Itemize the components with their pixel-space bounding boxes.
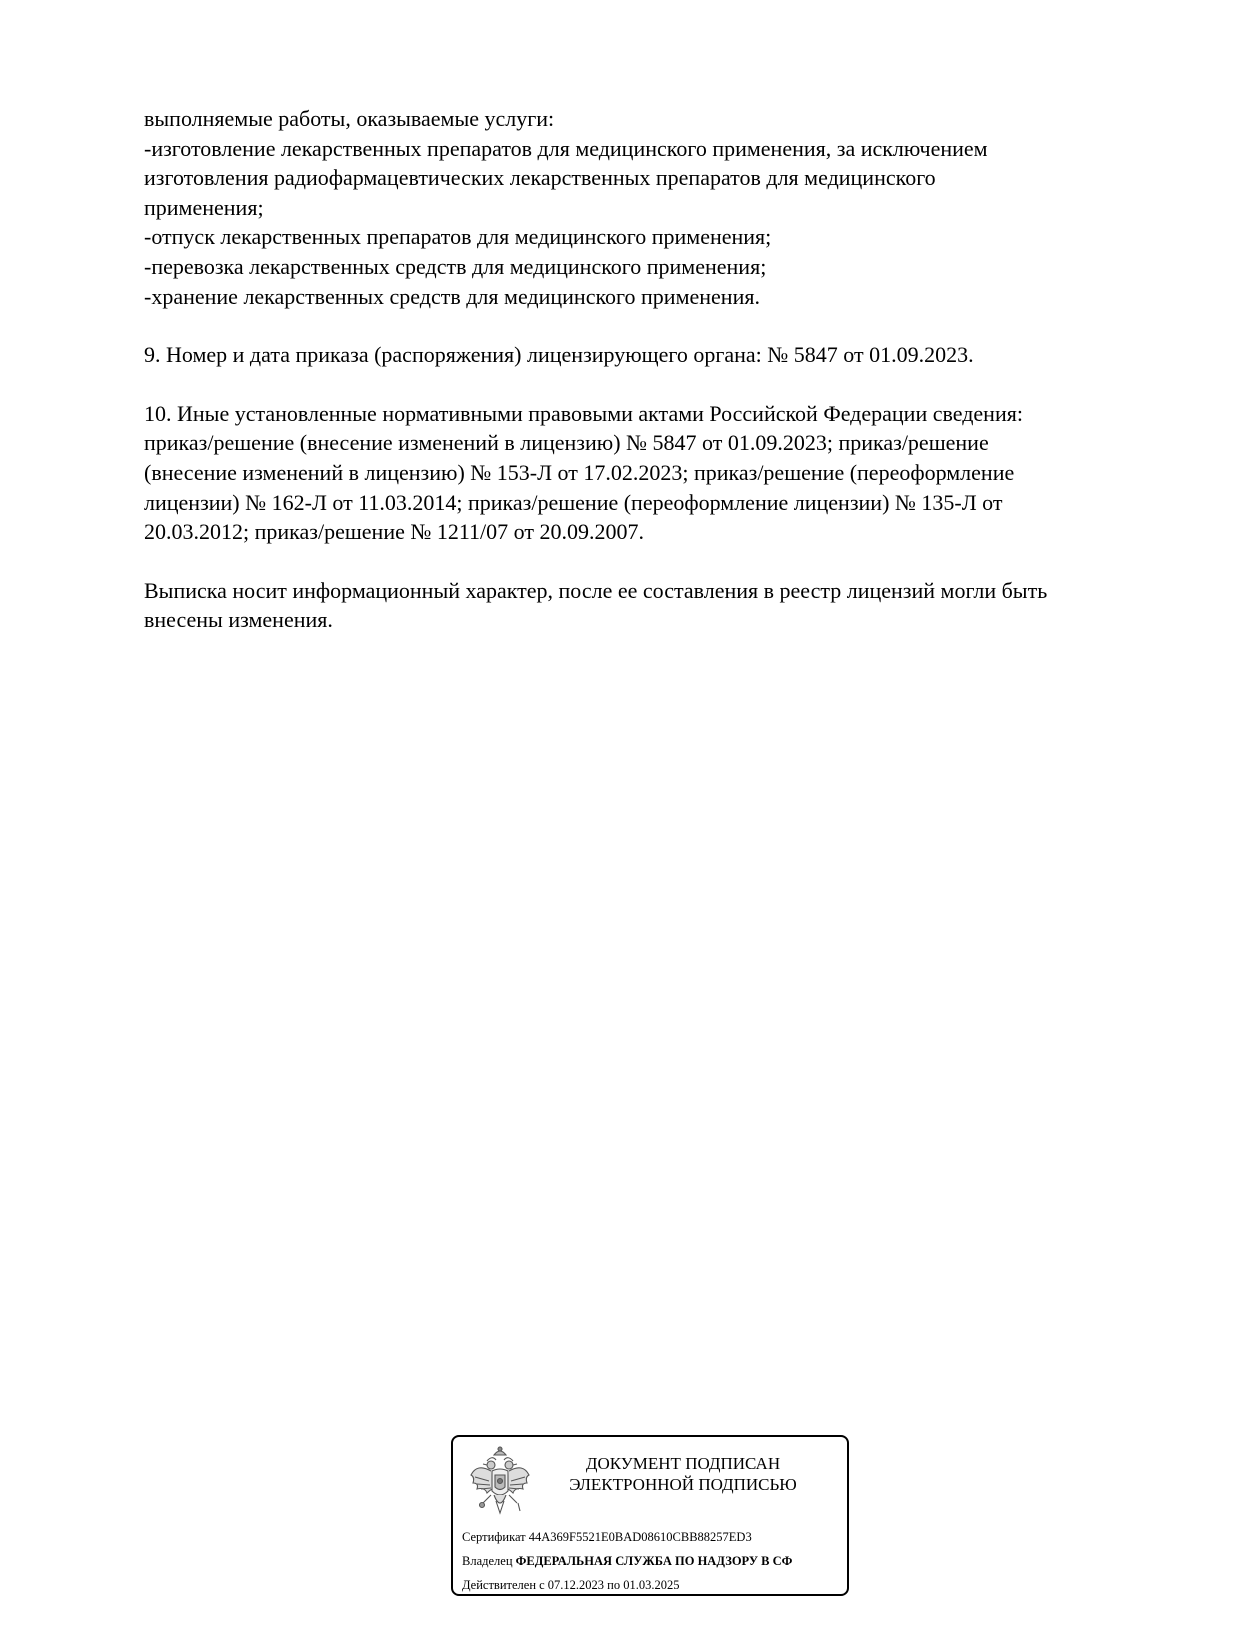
services-line: -изготовление лекарственных препаратов для медицинского применения, за исключением [144,135,988,161]
services-line: изготовления радиофармацевтических лекарственных препаратов для медицинского [144,165,936,191]
document-body [144,104,1154,635]
stamp-title-line-2: ЭЛЕКТРОННОЙ ПОДПИСЬЮ [569,1475,797,1494]
paragraph-spacer [144,311,1154,340]
stamp-title [563,1453,803,1495]
services-line: -отпуск лекарственных препаратов для медицинского применения; [144,224,772,250]
services-line: -хранение лекарственных средств для медицинского применения. [144,283,760,309]
services-line: -перевозка лекарственных средств для медицинского применения; [144,253,767,279]
coat-of-arms-icon [467,1445,533,1521]
owner-label: Владелец [462,1554,513,1568]
paragraph-spacer [144,370,1154,399]
disclaimer-line: Выписка носит информационный характер, после ее составления в реестр лицензий могли быть [144,577,1048,603]
owner-name: ФЕДЕРАЛЬНАЯ СЛУЖБА ПО НАДЗОРУ В СФ [515,1554,793,1568]
services-line: применения; [144,194,264,220]
section-10-line: лицензии) № 162-Л от 11.03.2014; приказ/решение (переоформление лицензии) № 135-Л от [144,489,1003,515]
section-9-order: 9. Номер и дата приказа (распоряжения) лицензирующего органа: № 5847 от 01.09.2023. [144,342,974,368]
disclaimer-line: внесены изменения. [144,607,333,633]
stamp-details [462,1525,792,1596]
certificate-owner [462,1549,792,1573]
stamp-title-line-1: ДОКУМЕНТ ПОДПИСАН [585,1454,781,1473]
certificate-number: Сертификат 44A369F5521E0BAD08610CBB88257ED3 [462,1530,752,1544]
electronic-signature-stamp [451,1435,849,1596]
services-intro: выполняемые работы, оказываемые услуги: [144,106,555,131]
section-10-line: 20.03.2012; приказ/решение № 1211/07 от 20.09.2007. [144,519,644,545]
validity-period: Действителен с 07.12.2023 по 01.03.2025 [462,1578,680,1592]
section-10-line: 10. Иные установленные нормативными правовыми актами Российской Федерации сведения: [144,400,1023,426]
paragraph-spacer [144,547,1154,576]
section-10-line: приказ/решение (внесение изменений в лицензию) № 5847 от 01.09.2023; приказ/решение [144,430,989,456]
section-10-line: (внесение изменений в лицензию) № 153-Л от 17.02.2023; приказ/решение (переоформление [144,459,1015,485]
